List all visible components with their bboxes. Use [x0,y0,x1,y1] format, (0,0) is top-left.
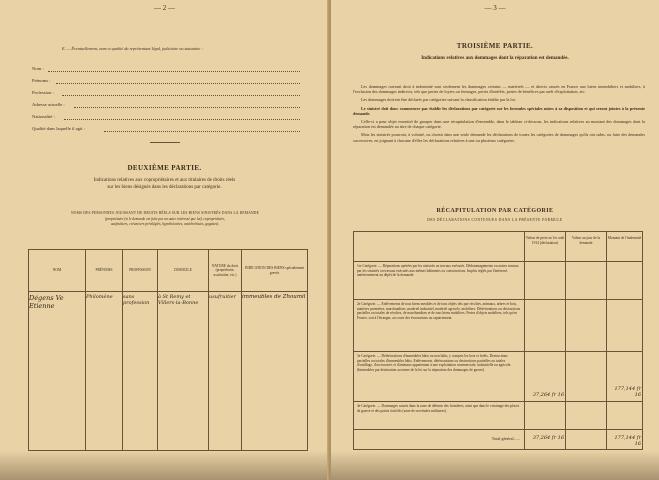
paragraph: Les dommages doivent être déclarés par catégories suivant la classification établie par la loi. [361,97,516,103]
part-three-subtitle: Indications relatives aux dommages dont la réparation est demandée. [421,56,569,61]
field-nom: Nom : [32,66,44,71]
paragraph: Mais les sinistrés pourront, à volonté, ou choisir dans une seule demande les déclarations de toutes les catégories de dommages qu'ils ont subis, ou faire des demandes successives, en joignant à chacune d'elles les déclarations relatives à une ou plusieurs catégories. [353,132,645,143]
paragraph: Les dommages ouvrant droit à indemnité sont seulement les dommages certains — matériels — et directs causés en France aux biens immobiliers et mobiliers, à l'exclusion des dommages indirects, tels que pertes de loyers ou fermages, pertes d'intérêts, pertes de bénéfices par arrêt d'exploitation, etc. [353,84,645,95]
part-three-title: TROISIÈME PARTIE. [456,42,534,50]
cell-nature: usufruitier [209,292,242,451]
header-prenoms: PRÉNOMS [86,250,123,292]
category-4-v3 [607,402,643,430]
category-2-v3 [607,300,643,352]
header-montant: Montant de l'indemnité [607,232,643,262]
table-row [29,292,308,451]
category-2-label: 2e Catégorie. — Enlèvements de tous biens meubles et de tous objets tels que récoltes, animaux, arbres et bois, matières premières, marchandises, matériel industriel, matériel agricole, mobiliers. Détériorations ou destructions partielles ou totales de récoltes, de marchandises et de tous biens mobiliers. Pertes d'objets mobiliers, tels qu'en France, soit à l'étranger, au cours des évacuations ou rapatriement. [354,300,525,352]
table-caption-3: usufruitiers, créanciers privilégiés, hypothécaires, antichrétistes, gagistes). [110,222,220,226]
paragraph: Le sinistré doit donc commencer par établir les déclarations par catégorie sur les formules spéciales mises à sa disposition et qui seront jointes à la présente demande. [353,105,645,116]
table-row [354,262,643,300]
paragraph: Celle-ci a pour objet essentiel de grouper dans une récapitulation d'ensemble, dans le tableau ci-dessous, les indications relatives au montant des dommages dont la réparation est demandée au titre de chaque catégorie. [353,119,645,130]
header-nature: NATURE du droit (propriétaire, usufruitier, etc.) [209,250,242,292]
total-label: Total général...... [354,430,525,450]
header-valeur-perte: Valeur de perte au 1er août 1914 (déclaration) [525,232,566,262]
field-qualite: Qualité dans laquelle il agit : [32,126,85,131]
category-3-v1: 37,264 fr 16 [525,352,566,402]
header-nom: NOM [29,250,86,292]
total-v2 [566,430,607,450]
total-v1: 37,264 fr 16 [525,430,566,450]
category-1-v3 [607,262,643,300]
category-2-v2 [566,300,607,352]
part-two-subtitle-2: sur les biens désignés dans les déclarations par catégorie. [107,185,222,190]
category-4-v2 [566,402,607,430]
cell-biens: immeubles de Zhoumil [242,292,308,451]
field-nationalite: Nationalité : [32,114,55,119]
table-row [354,402,643,430]
cell-nom: Dégens Ve Etienne [29,292,86,451]
total-row [354,430,643,450]
field-prenoms: Prénoms : [32,78,51,83]
table-row [354,352,643,402]
header-domicile: DOMICILE [158,250,209,292]
category-4-label: 4e Catégorie. — Dommages causés dans la zone de défense des frontières, ainsi que dans le voisinage des places de guerre et des points fortifiés (zone de servitudes militaires). [354,402,525,430]
part-two-title: DEUXIÈME PARTIE. [127,164,202,172]
recap-header-row [354,232,643,262]
table-header-row [29,250,308,292]
field-profession: Profession : [32,90,54,95]
category-3-v3: 177,144 fr 16 [607,352,643,402]
category-2-v1 [525,300,566,352]
rights-holders-table [28,249,308,451]
right-page [331,0,659,480]
recap-table [353,231,643,450]
recap-subtitle: DES DÉCLARATIONS CONTENUES DANS LA PRÉSENTE FORMULE [427,218,563,222]
divider [150,142,180,143]
table-caption-1: NOMS DES PERSONNES JOUISSANT DE DROITS RÉELS SUR LES BIENS SINISTRÉS DANS LA DEMANDE [71,211,259,215]
cell-prenoms: Philomène [86,292,123,451]
header-profession: PROFESSION [123,250,158,292]
header-biens: INDICATION DES BIENS spécialement grevés [242,250,308,292]
table-caption-2: (propriétaire (si le demande est faite par un autre intéressé que lui), copropriétaire, [104,217,226,221]
table-row [354,300,643,352]
left-page [0,0,329,480]
recap-header-blank [354,232,525,262]
category-1-v2 [566,262,607,300]
category-3-label: 3e Catégorie. — Détériorations d'immeubles bâtis ou non bâtis, y compris les bois et forêts. Destructions partielles ou totales d'immeubles bâtis. Enlèvements, détériorations ou destructions partielles ou totales d'outillage, d'accessoires et d'animaux appartenant à une exploitation commerciale, industrielle ou agricole. (Immeubles par destination au terme de la loi sur la réparation des dommages de guerre). [354,352,525,402]
category-1-label: 1re Catégorie. — Réparations opérées par les sinistrés ou travaux exécutés. Dédommagements ou autres travaux par les sinistrés ou travaux exécutés aux mêmes bâtiments ou constructions. Impôts réglés par l'intéressé, antérieurement au dépôt de la demande. [354,262,525,300]
page-edge-shadow [0,450,329,480]
cell-profession: sans profession [123,292,158,451]
part-two-subtitle-1: Indications relatives aux copropriétaires et aux titulaires de droits réels [93,178,236,183]
recap-title: RÉCAPITULATION PAR CATÉGORIE [436,208,554,214]
page-number-right: — 3 — [484,4,506,12]
instructions [353,84,645,146]
section-e-title: E. — Éventuellement, nom et qualité du représentant légal, judiciaire ou statutaire : [62,46,203,51]
header-valeur-jour: Valeur au jour de la demande [566,232,607,262]
total-v3: 177,144 fr 16 [607,430,643,450]
field-adresse: Adresse actuelle : [32,102,65,107]
cell-domicile: à St Remy et Villers-la-Bonne [158,292,209,451]
category-3-v2 [566,352,607,402]
category-1-v1 [525,262,566,300]
page-edge-shadow [331,450,659,480]
page-number-left: — 2 — [154,4,175,12]
category-4-v1 [525,402,566,430]
